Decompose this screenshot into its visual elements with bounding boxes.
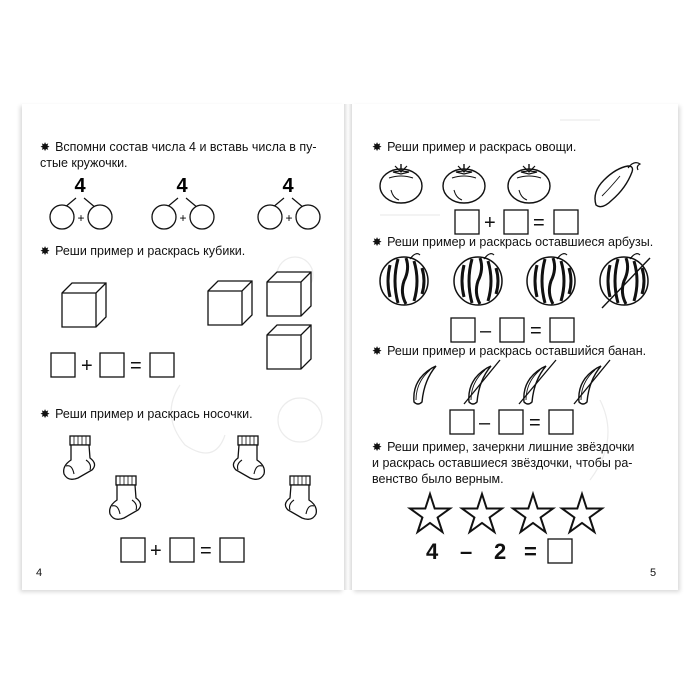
star-icon[interactable] bbox=[562, 494, 602, 532]
task-text-line1: Реши пример, зачеркни лишние звёздочки bbox=[387, 440, 635, 454]
task-text: Реши пример и раскрась оставшийся банан. bbox=[387, 344, 647, 358]
star-icon[interactable] bbox=[462, 494, 502, 532]
tree-top-number: 4 bbox=[282, 175, 294, 197]
task-text-line2: стые кружочки. bbox=[40, 156, 128, 170]
operator: = bbox=[200, 540, 212, 562]
operator: = bbox=[529, 412, 541, 434]
task-bullet-icon: ✸ bbox=[372, 344, 383, 358]
task-text-line1: Вспомни состав числа 4 и вставь числа в пу- bbox=[55, 140, 317, 154]
task-bullet-icon: ✸ bbox=[372, 140, 383, 154]
plus-sign: + bbox=[179, 211, 187, 225]
page-number-left: 4 bbox=[36, 567, 43, 579]
task-text: Реши пример и раскрась оставшиеся арбузы. bbox=[387, 235, 654, 249]
star-equation bbox=[420, 535, 580, 567]
task-text-line3: венство было верным. bbox=[372, 472, 504, 486]
operator: – bbox=[480, 320, 492, 342]
equation-number: 4 bbox=[426, 539, 439, 564]
operator: = bbox=[533, 212, 545, 234]
star-icon[interactable] bbox=[513, 494, 553, 532]
tree-top-number: 4 bbox=[74, 175, 86, 197]
plus-sign: + bbox=[77, 211, 85, 225]
page-number-right: 5 bbox=[650, 567, 657, 579]
task-bullet-icon: ✸ bbox=[40, 244, 51, 258]
operator: + bbox=[81, 355, 93, 377]
answer-box[interactable] bbox=[548, 539, 572, 563]
operator: = bbox=[524, 539, 537, 564]
task-bullet-icon: ✸ bbox=[40, 140, 51, 154]
operator: – bbox=[460, 539, 473, 564]
operator: = bbox=[130, 355, 142, 377]
operator: = bbox=[530, 320, 542, 342]
operator: + bbox=[150, 540, 162, 562]
task-bullet-icon: ✸ bbox=[372, 235, 383, 249]
task-bullet-icon: ✸ bbox=[40, 407, 51, 421]
task-text: Реши пример и раскрась кубики. bbox=[55, 244, 246, 258]
task-bullet-icon: ✸ bbox=[372, 440, 383, 454]
task-text-line2: и раскрась оставшиеся звёздочки, чтобы ра- bbox=[372, 456, 633, 470]
task-text: Реши пример и раскрась носочки. bbox=[55, 407, 253, 421]
star-icon[interactable] bbox=[410, 494, 450, 532]
operator: + bbox=[484, 212, 496, 234]
plus-sign: + bbox=[285, 211, 293, 225]
operator: – bbox=[479, 412, 491, 434]
task-text: Реши пример и раскрась овощи. bbox=[387, 140, 577, 154]
tree-top-number: 4 bbox=[176, 175, 188, 197]
equation-number: 2 bbox=[494, 539, 507, 564]
